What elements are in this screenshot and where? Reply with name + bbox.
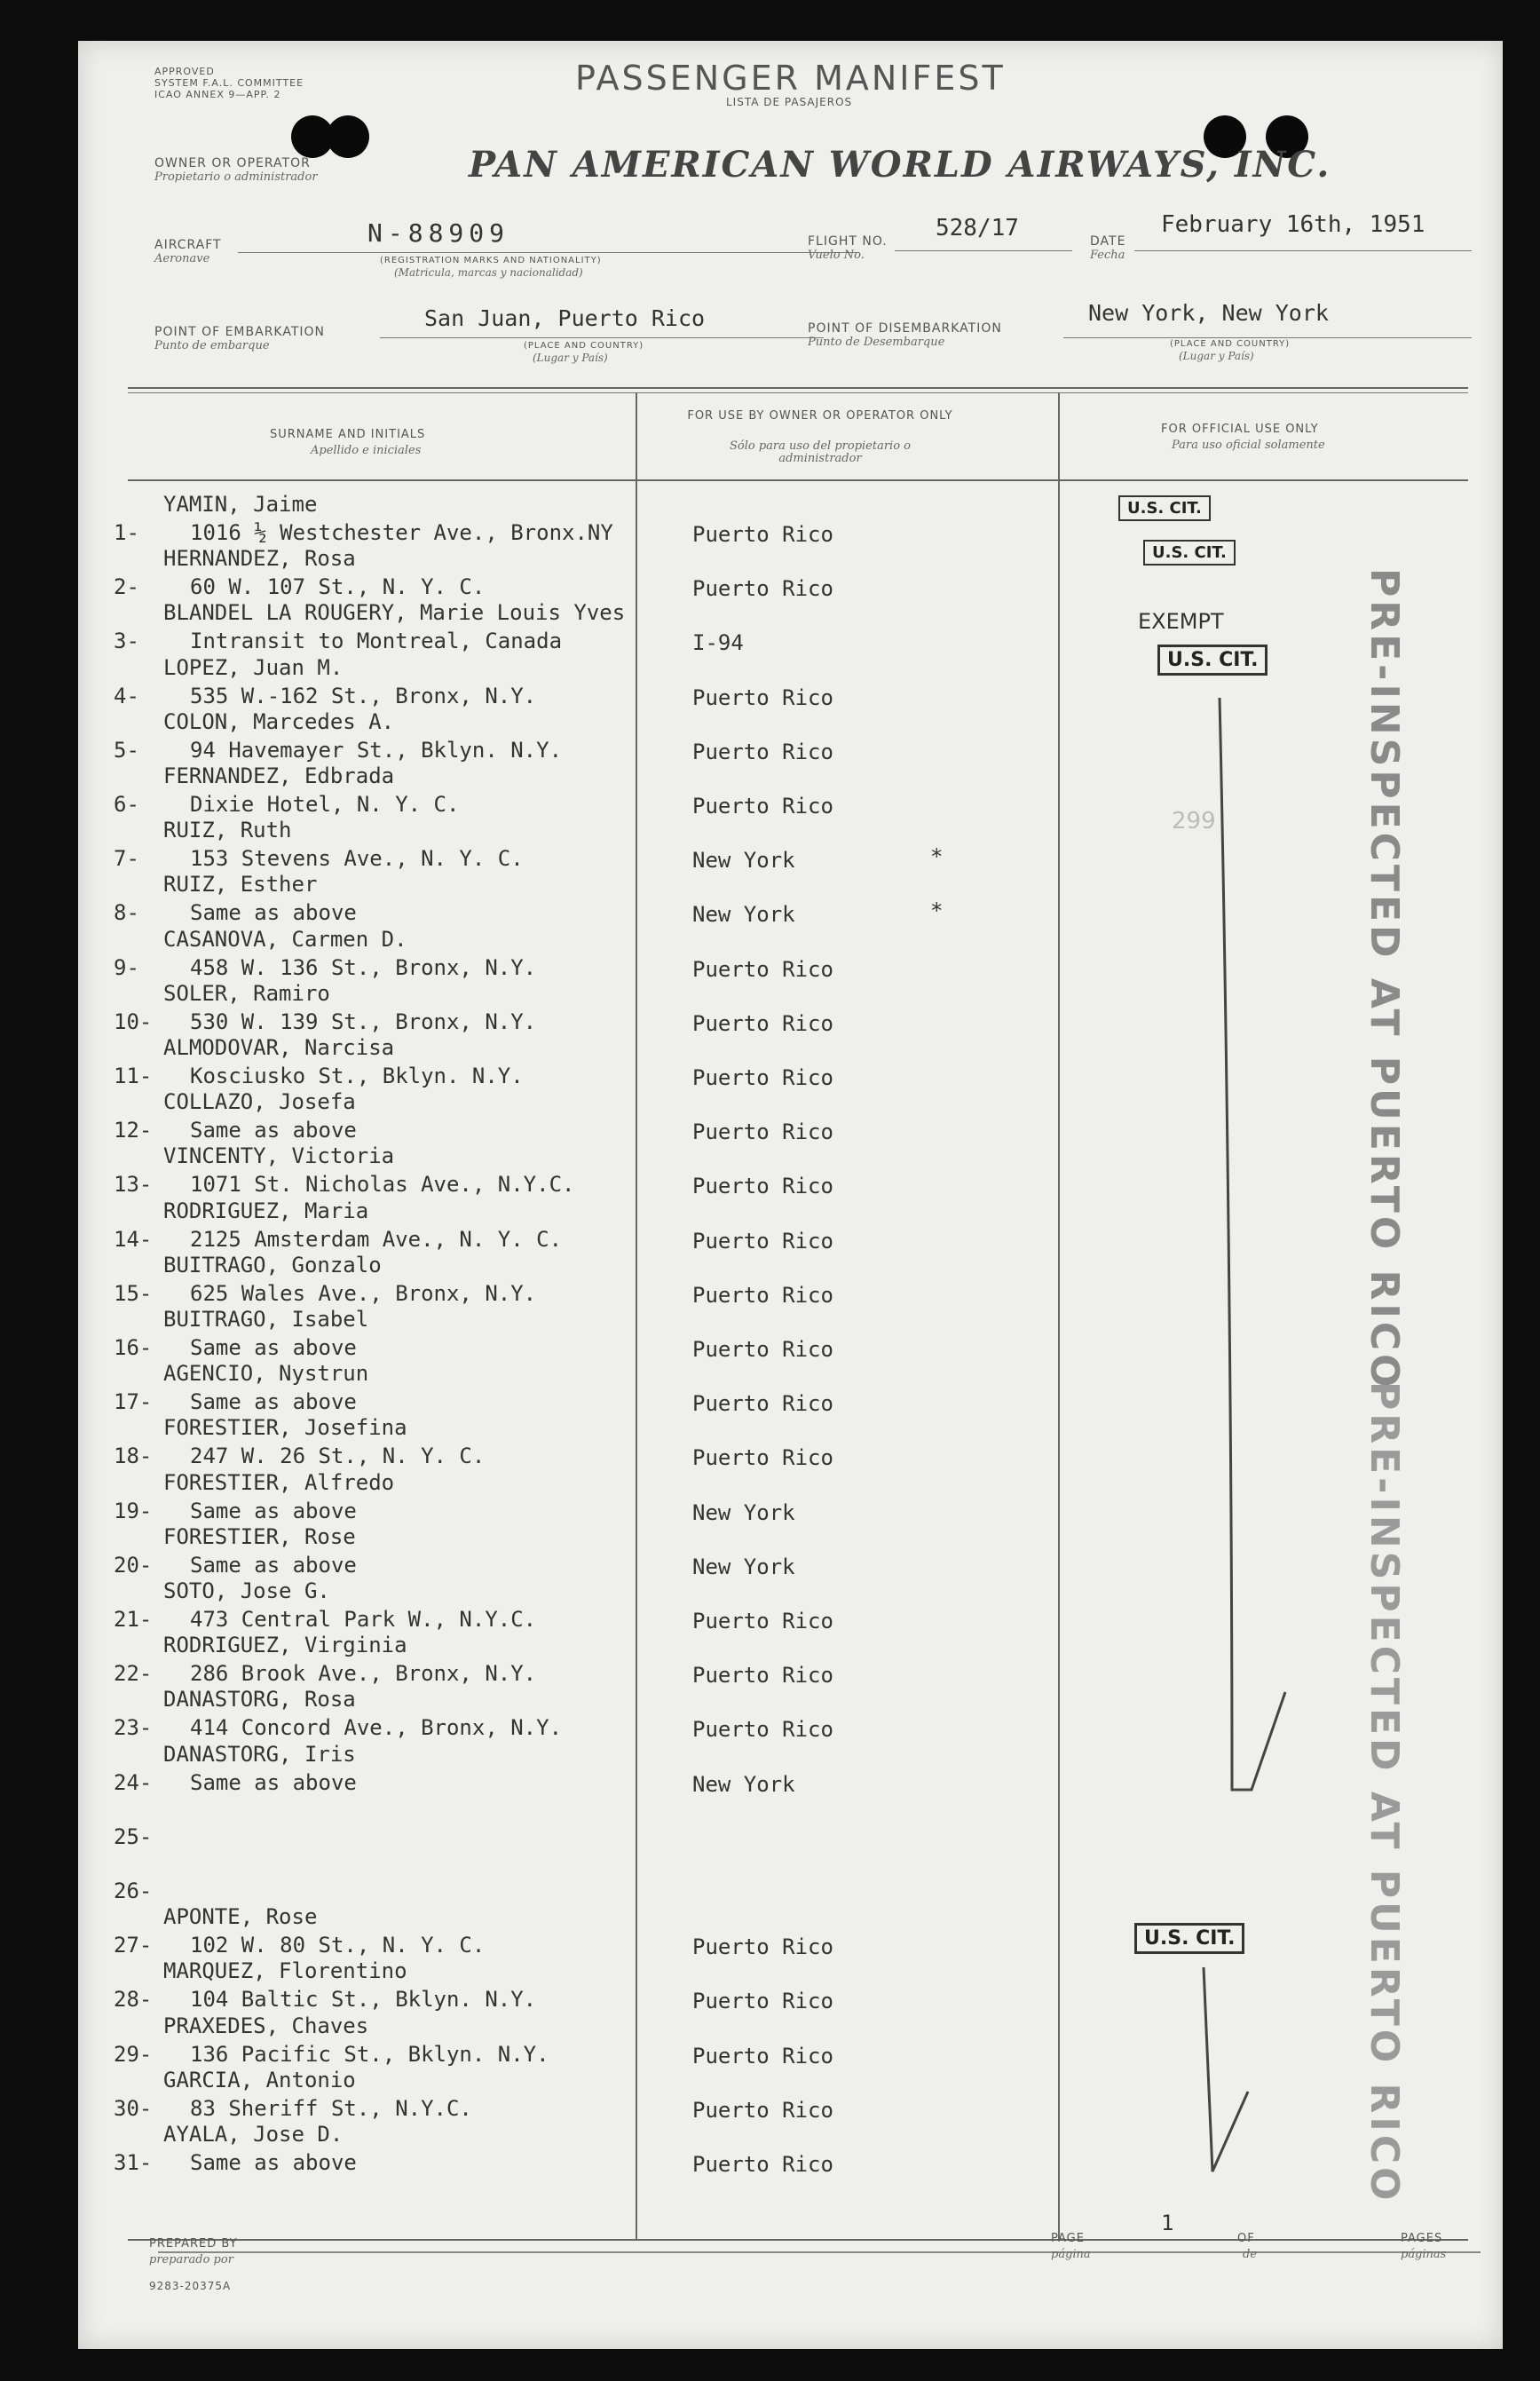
place-caption: (PLACE AND COUNTRY) (524, 341, 644, 351)
passenger-destination: Puerto Rico (692, 739, 833, 764)
passenger-name: HERNANDEZ, Rosa (163, 546, 356, 572)
manifest-sheet (78, 41, 1503, 2349)
row-number: 22- (114, 1661, 153, 1687)
passenger-destination: New York (692, 1554, 795, 1579)
passenger-address: Dixie Hotel, N. Y. C. (190, 792, 460, 817)
passenger-name: AGENCIO, Nystrun (163, 1361, 369, 1387)
page-label-es: página (1051, 2248, 1091, 2261)
disembarkation-value: New York, New York (1088, 300, 1329, 326)
row-number: 26- (114, 1879, 153, 1903)
page-number: 1 (1161, 2211, 1174, 2235)
row-number: 3- (114, 629, 139, 654)
date-label: DATE (1090, 234, 1126, 249)
passenger-destination: Puerto Rico (692, 1609, 833, 1633)
passenger-destination: Puerto Rico (692, 1065, 833, 1090)
passenger-address: Same as above (190, 1118, 357, 1143)
passenger-address: 2125 Amsterdam Ave., N. Y. C. (190, 1226, 563, 1252)
preinspected-stamp: PRE-INSPECTED AT PUERTO RICO (1362, 1381, 1407, 2204)
page-label: PAGE (1051, 2232, 1085, 2245)
row-number: 15- (114, 1280, 153, 1306)
passenger-destination: Puerto Rico (692, 576, 833, 602)
passenger-name: COLON, Marcedes A. (163, 708, 395, 734)
place-caption-es: (Lugar y País) (1179, 350, 1254, 362)
passenger-name: GARCIA, Antonio (163, 2067, 356, 2092)
pages-label-es: páginas (1401, 2248, 1447, 2261)
approval-line: ICAO ANNEX 9—APP. 2 (154, 89, 281, 100)
place-caption-es: (Lugar y País) (533, 352, 608, 364)
row-number: 5- (114, 737, 139, 763)
row-number: 17- (114, 1389, 153, 1415)
passenger-address: 153 Stevens Ave., N. Y. C. (190, 846, 524, 872)
col-header-name: SURNAME AND INITIALS (270, 428, 426, 441)
passenger-destination: Puerto Rico (692, 794, 833, 819)
row-number: 1- (114, 520, 139, 545)
passenger-name: AYALA, Jose D. (163, 2122, 344, 2147)
disembarkation-label-es: Punto de Desembarque (808, 336, 945, 349)
passenger-address: 104 Baltic St., Bklyn. N.Y. (190, 1987, 537, 2013)
passenger-destination: Puerto Rico (692, 1663, 833, 1689)
passenger-name: COLLAZO, Josefa (163, 1089, 356, 1115)
passenger-destination: Puerto Rico (692, 2043, 833, 2069)
passenger-name: RODRIGUEZ, Virginia (163, 1633, 407, 1658)
passenger-name: APONTE, Rose (163, 1904, 318, 1930)
passenger-destination: Puerto Rico (692, 1717, 833, 1743)
prepared-by-label: PREPARED BY (149, 2237, 238, 2250)
passenger-destination: I-94 (692, 630, 744, 656)
passenger-destination: Puerto Rico (692, 1934, 833, 1960)
passenger-destination: Puerto Rico (692, 1010, 833, 1036)
approval-line: SYSTEM F.A.L. COMMITTEE (154, 77, 304, 89)
faint-stamp-number: 299 (1172, 808, 1216, 835)
passenger-name: FORESTIER, Rose (163, 1523, 356, 1549)
col-header-owner-use: FOR USE BY OWNER OR OPERATOR ONLY (687, 409, 953, 423)
row-number: 7- (114, 846, 139, 872)
row-number: 16- (114, 1335, 153, 1360)
passenger-name: BLANDEL LA ROUGERY, Marie Louis Yves (163, 600, 626, 626)
row-number: 14- (114, 1226, 153, 1252)
passenger-name: LOPEZ, Juan M. (163, 654, 344, 680)
row-number: 21- (114, 1607, 153, 1632)
passenger-name: FERNANDEZ, Edbrada (163, 763, 395, 788)
aircraft-label: AIRCRAFT (154, 238, 222, 252)
passenger-address: 94 Havemayer St., Bklyn. N.Y. (190, 737, 563, 763)
passenger-name: SOLER, Ramiro (163, 980, 330, 1006)
passenger-name: MARQUEZ, Florentino (163, 1958, 407, 1984)
of-label: OF (1237, 2232, 1255, 2245)
aircraft-label-es: Aeronave (154, 252, 210, 265)
row-number: 11- (114, 1064, 153, 1088)
date-label-es: Fecha (1090, 249, 1125, 262)
passenger-address: 458 W. 136 St., Bronx, N.Y. (190, 954, 537, 980)
passenger-note-mark: * (930, 898, 944, 924)
row-number: 8- (114, 900, 139, 926)
passenger-name: VINCENTY, Victoria (163, 1143, 395, 1169)
passenger-name: CASANOVA, Carmen D. (163, 926, 407, 952)
passenger-name: FORESTIER, Alfredo (163, 1469, 395, 1495)
embarkation-label: POINT OF EMBARKATION (154, 325, 326, 339)
row-number: 27- (114, 1933, 153, 1958)
passenger-address: 414 Concord Ave., Bronx, N.Y. (190, 1715, 563, 1741)
registration-caption: (REGISTRATION MARKS AND NATIONALITY) (380, 256, 602, 265)
pages-label: PAGES (1401, 2232, 1443, 2245)
passenger-name: BUITRAGO, Isabel (163, 1307, 369, 1332)
form-code: 9283-20375A (149, 2280, 232, 2292)
passenger-name: PRAXEDES, Chaves (163, 2013, 369, 2038)
passenger-destination: Puerto Rico (692, 1228, 833, 1254)
passenger-name: RUIZ, Esther (163, 872, 318, 898)
operator-name: PAN AMERICAN WORLD AIRWAYS, INC. (469, 144, 1331, 186)
col-header-name-es: Apellido e iniciales (311, 444, 422, 457)
passenger-address: 60 W. 107 St., N. Y. C. (190, 574, 486, 600)
row-number: 4- (114, 683, 139, 708)
row-number: 28- (114, 1987, 153, 2013)
passenger-destination: Puerto Rico (692, 522, 833, 547)
row-number: 13- (114, 1172, 153, 1198)
approval-line: APPROVED (154, 66, 215, 77)
passenger-destination: Puerto Rico (692, 1445, 833, 1471)
date-value: February 16th, 1951 (1161, 211, 1425, 238)
passenger-destination: Puerto Rico (692, 1282, 833, 1308)
passenger-name: YAMIN, Jaime (163, 492, 318, 517)
passenger-destination: Puerto Rico (692, 1391, 833, 1417)
passenger-address: Same as above (190, 2150, 357, 2175)
prepared-by-label-es: preparado por (149, 2253, 233, 2266)
passenger-address: 625 Wales Ave., Bronx, N.Y. (190, 1280, 537, 1306)
passenger-name: DANASTORG, Rosa (163, 1687, 356, 1713)
row-number: 24- (114, 1769, 153, 1795)
passenger-address: Same as above (190, 900, 357, 926)
passenger-name: DANASTORG, Iris (163, 1741, 356, 1767)
passenger-address: Same as above (190, 1769, 357, 1795)
us-citizen-stamp: U.S. CIT. (1157, 645, 1268, 676)
row-number: 6- (114, 792, 139, 817)
row-number: 19- (114, 1498, 153, 1523)
row-number: 12- (114, 1118, 153, 1143)
passenger-address: Same as above (190, 1389, 357, 1415)
passenger-name: RUIZ, Ruth (163, 818, 292, 843)
flight-value: 528/17 (936, 215, 1019, 241)
passenger-address: 530 W. 139 St., Bronx, N.Y. (190, 1009, 537, 1034)
row-number: 30- (114, 2095, 153, 2121)
passenger-name: RODRIGUEZ, Maria (163, 1198, 369, 1223)
row-number: 18- (114, 1444, 153, 1469)
preinspected-stamp: PRE-INSPECTED AT PUERTO RICO (1362, 568, 1407, 1391)
aircraft-value: N-88909 (367, 218, 510, 248)
disembarkation-label: POINT OF DISEMBARKATION (808, 321, 1002, 336)
passenger-address: Same as above (190, 1335, 357, 1360)
passenger-address: Same as above (190, 1498, 357, 1523)
check-mark (1204, 1967, 1248, 2171)
passenger-destination: New York (692, 1771, 795, 1797)
row-number: 10- (114, 1009, 153, 1034)
embarkation-label-es: Punto de embarque (154, 339, 270, 352)
check-mark (1220, 698, 1285, 1790)
row-number: 25- (114, 1823, 153, 1849)
col-header-owner-use-es: Sólo para uso del propietario o administrador (730, 439, 911, 465)
place-caption: (PLACE AND COUNTRY) (1170, 339, 1291, 349)
passenger-destination: New York (692, 848, 795, 874)
flight-label: FLIGHT NO. (808, 234, 888, 249)
passenger-address: Same as above (190, 1552, 357, 1578)
passenger-address: 247 W. 26 St., N. Y. C. (190, 1444, 486, 1469)
passenger-destination: Puerto Rico (692, 684, 833, 710)
passenger-address: 473 Central Park W., N.Y.C. (190, 1607, 537, 1632)
us-citizen-stamp: U.S. CIT. (1118, 495, 1211, 521)
passenger-name: BUITRAGO, Gonzalo (163, 1252, 382, 1278)
passenger-address: 136 Pacific St., Bklyn. N.Y. (190, 2041, 549, 2067)
passenger-address: 83 Sheriff St., N.Y.C. (190, 2095, 472, 2121)
page-title-es: LISTA DE PASAJEROS (726, 96, 853, 108)
passenger-destination: Puerto Rico (692, 2152, 833, 2177)
col-header-official-es: Para uso oficial solamente (1172, 439, 1325, 452)
passenger-destination: Puerto Rico (692, 1989, 833, 2014)
row-number: 20- (114, 1552, 153, 1578)
passenger-destination: Puerto Rico (692, 1119, 833, 1145)
passenger-destination: New York (692, 902, 795, 928)
exempt-note: EXEMPT (1138, 609, 1224, 634)
passenger-name: SOTO, Jose G. (163, 1578, 330, 1603)
passenger-destination: New York (692, 1499, 795, 1525)
passenger-note-mark: * (930, 844, 944, 870)
passenger-address: 535 W.-162 St., Bronx, N.Y. (190, 683, 537, 708)
flight-label-es: Vuelo No. (808, 249, 865, 262)
passenger-address: Intransit to Montreal, Canada (190, 629, 563, 654)
page-title: PASSENGER MANIFEST (575, 59, 1006, 98)
row-number: 23- (114, 1715, 153, 1741)
passenger-name: FORESTIER, Josefina (163, 1415, 407, 1441)
us-citizen-stamp: U.S. CIT. (1143, 540, 1236, 566)
passenger-destination: Puerto Rico (692, 1174, 833, 1199)
passenger-destination: Puerto Rico (692, 956, 833, 982)
registration-caption-es: (Matricula, marcas y nacionalidad) (394, 266, 583, 279)
passenger-destination: Puerto Rico (692, 2097, 833, 2123)
owner-label: OWNER OR OPERATOR (154, 156, 311, 170)
col-header-official: FOR OFFICIAL USE ONLY (1161, 423, 1319, 436)
passenger-destination: Puerto Rico (692, 1337, 833, 1362)
owner-label-es: Propietario o administrador (154, 170, 318, 184)
passenger-address: 1016 ½ Westchester Ave., Bronx.NY (190, 520, 613, 545)
passenger-address: Kosciusko St., Bklyn. N.Y. (190, 1064, 524, 1088)
passenger-address: 1071 St. Nicholas Ave., N.Y.C. (190, 1172, 575, 1198)
row-number: 9- (114, 954, 139, 980)
passenger-address: 286 Brook Ave., Bronx, N.Y. (190, 1661, 537, 1687)
row-number: 31- (114, 2150, 153, 2175)
passenger-address: 102 W. 80 St., N. Y. C. (190, 1933, 486, 1958)
of-label-es: de (1243, 2248, 1258, 2261)
pen-marks (78, 41, 1503, 2349)
embarkation-value: San Juan, Puerto Rico (424, 305, 706, 331)
us-citizen-stamp: U.S. CIT. (1134, 1923, 1244, 1954)
row-number: 29- (114, 2041, 153, 2067)
passenger-name: ALMODOVAR, Narcisa (163, 1035, 395, 1060)
row-number: 2- (114, 574, 139, 600)
